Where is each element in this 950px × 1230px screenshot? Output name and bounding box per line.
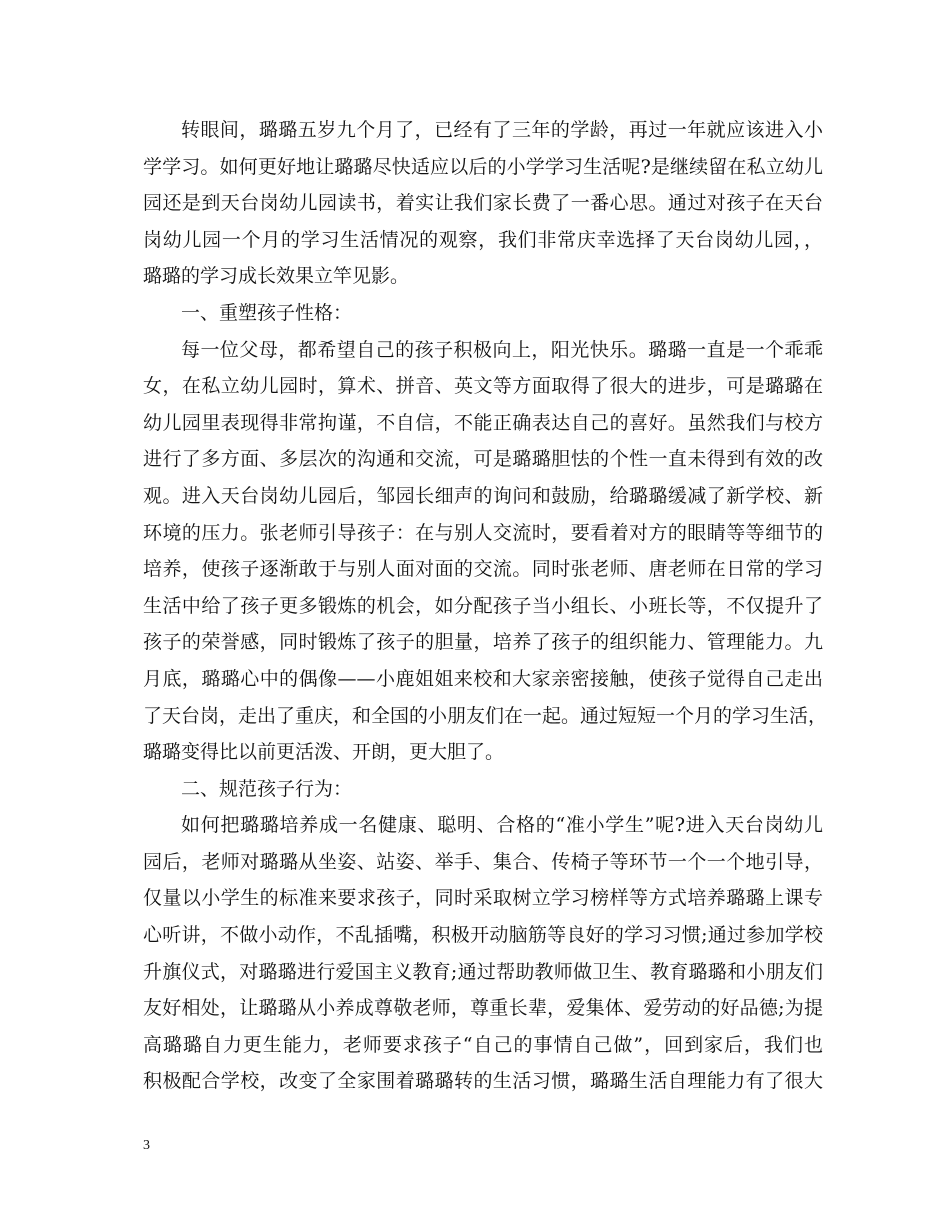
text-line: 转眼间，璐璐五岁九个月了，已经有了三年的学龄，再过一年就应该进入小: [181, 119, 823, 141]
section-heading-text: 一、重塑孩子性格：: [181, 301, 353, 324]
text-line: 了天台岗，走出了重庆，和全国的小朋友们在一起。通过短短一个月的学习生活，: [143, 704, 828, 727]
text-line: 环境的压力。张老师引导孩子：在与别人交流时，要看着对方的眼睛等等细节的: [143, 521, 823, 544]
text-line: 如何把璐璐培养成一名健康、聪明、合格的“准小学生”呢?进入天台岗幼儿: [181, 814, 823, 837]
text-line: 生活中给了孩子更多锻炼的机会，如分配孩子当小组长、小班长等，不仅提升了: [143, 594, 823, 617]
text-line: 园还是到天台岗幼儿园读书，着实让我们家长费了一番心思。通过对孩子在天台: [143, 192, 823, 215]
text-line: 璐璐的学习成长效果立竿见影。: [143, 265, 410, 288]
page-number: 3: [143, 1138, 150, 1153]
text-line: 璐璐变得比以前更活泼、开朗，更大胆了。: [143, 741, 505, 764]
text-line: 友好相处，让璐璐从小养成尊敬老师，尊重长辈，爱集体、爱劳动的好品德;为提: [143, 997, 823, 1020]
text-line: 高璐璐自力更生能力，老师要求孩子“自己的事情自己做”，回到家后，我们也: [143, 1033, 823, 1056]
document-body: [143, 112, 828, 1100]
section-heading-2: [143, 771, 823, 808]
text-line: 培养，使孩子逐渐敢于与别人面对面的交流。同时张老师、唐老师在日常的学习: [143, 558, 823, 581]
section-heading-1: [143, 295, 823, 332]
text-line: 岗幼儿园一个月的学习生活情况的观察，我们非常庆幸选择了天台岗幼儿园，，: [143, 228, 823, 251]
section-heading-text: 二、规范孩子行为：: [181, 777, 353, 800]
paragraph-intro: [143, 112, 823, 295]
paragraph-behavior: [143, 807, 823, 1100]
text-line: 幼儿园里表现得非常拘谨，不自信，不能正确表达自己的喜好。虽然我们与校方: [143, 411, 823, 434]
text-line: 月底，璐璐心中的偶像——小鹿姐姐来校和大家亲密接触，使孩子觉得自己走出: [143, 667, 823, 690]
text-line: 女，在私立幼儿园时，算术、拼音、英文等方面取得了很大的进步，可是璐璐在: [143, 375, 823, 398]
text-line: 仅量以小学生的标准来要求孩子，同时采取树立学习榜样等方式培养璐璐上课专: [143, 887, 823, 910]
text-line: 升旗仪式，对璐璐进行爱国主义教育;通过帮助教师做卫生、教育璐璐和小朋友们: [143, 960, 823, 983]
text-line: 学学习。如何更好地让璐璐尽快适应以后的小学学习生活呢?是继续留在私立幼儿: [143, 155, 823, 178]
text-line: 进行了多方面、多层次的沟通和交流，可是璐璐胆怯的个性一直未得到有效的改: [143, 448, 823, 471]
text-line: 园后，老师对璐璐从坐姿、站姿、举手、集合、传椅子等环节一个一个地引导，: [143, 850, 823, 873]
text-line: 观。进入天台岗幼儿园后，邹园长细声的询问和鼓励，给璐璐缓减了新学校、新: [143, 484, 823, 507]
text-line: 心听讲，不做小动作，不乱插嘴，积极开动脑筋等良好的学习习惯;通过参加学校: [143, 924, 823, 947]
text-line: 每一位父母，都希望自己的孩子积极向上，阳光快乐。璐璐一直是一个乖乖: [181, 338, 823, 361]
paragraph-personality: [143, 332, 828, 771]
text-line: 积极配合学校，改变了全家围着璐璐转的生活习惯，璐璐生活自理能力有了很大: [143, 1070, 823, 1093]
text-line: 孩子的荣誉感，同时锻炼了孩子的胆量，培养了孩子的组织能力、管理能力。九: [143, 631, 823, 654]
